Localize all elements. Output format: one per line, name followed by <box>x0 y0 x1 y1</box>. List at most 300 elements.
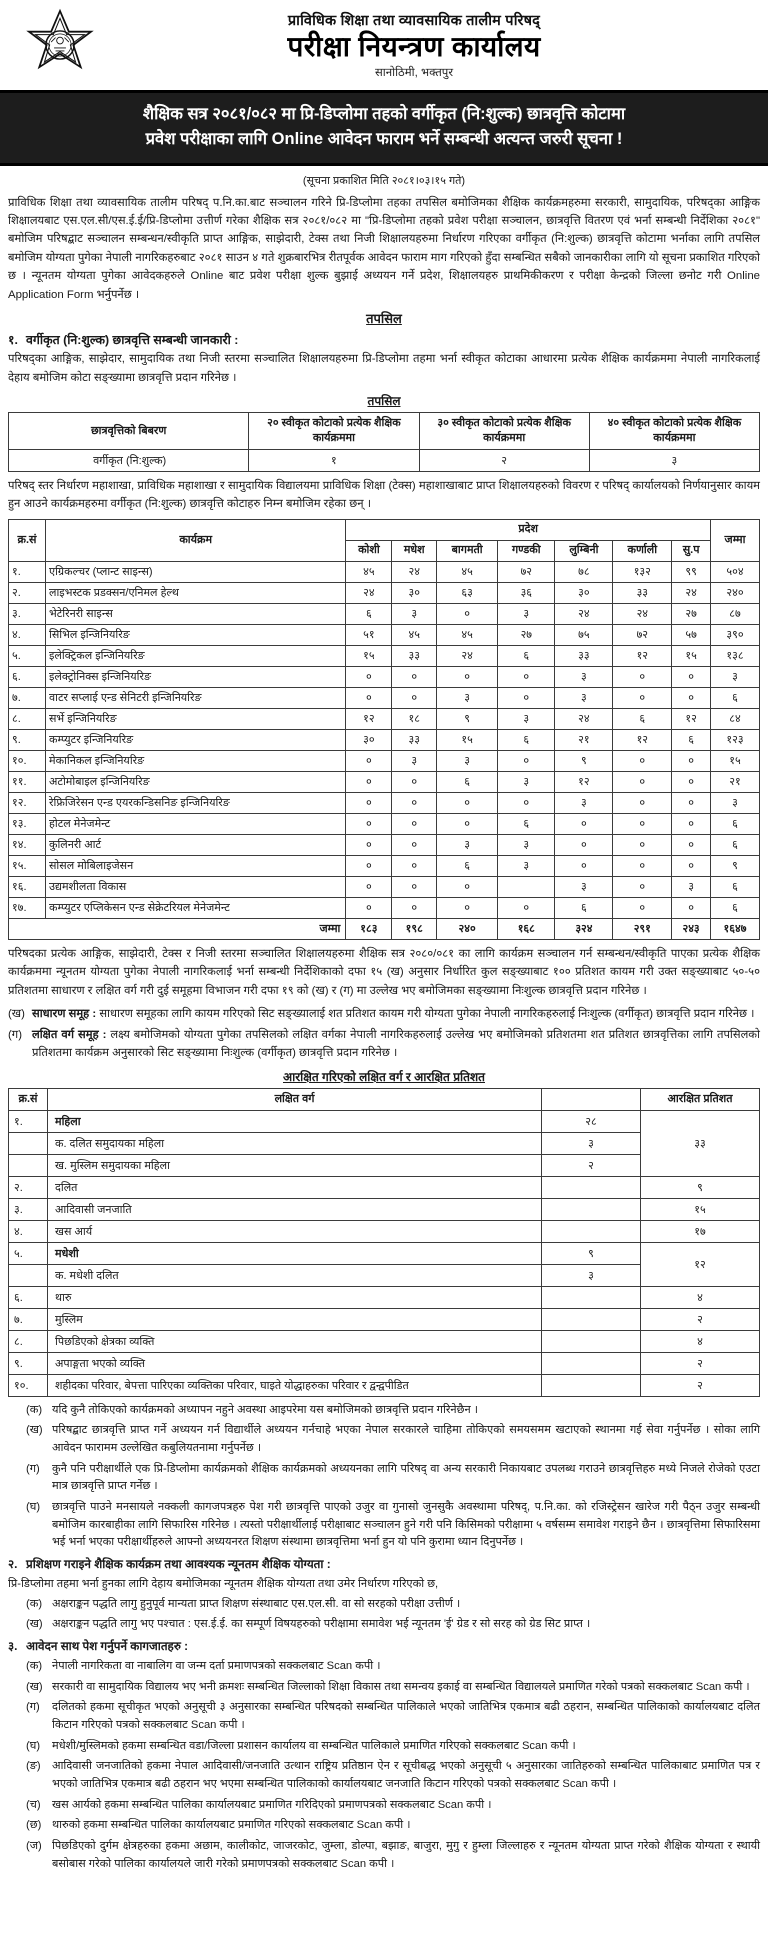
row-province-value-4: ७८ <box>555 561 613 582</box>
row-province-value-4: ३ <box>555 687 613 708</box>
row-province-value-2: ० <box>437 666 498 687</box>
row-province-value-4: ३० <box>555 582 613 603</box>
section2-intro: प्रि-डिप्लोमा तहमा भर्ना हुनका लागि देहाय बमोजिमका न्यूनतम शैक्षिक योग्यता तथा उमेर निर्धारण गरिएको छ, <box>8 1577 439 1590</box>
row-sn: १०. <box>9 1374 48 1396</box>
row-province-value-4: ७५ <box>555 624 613 645</box>
clause-title: लक्षित वर्ग समूह : <box>32 1029 111 1042</box>
row-total: ६ <box>711 687 760 708</box>
row-total: ३ <box>711 792 760 813</box>
row-province-value-5: ० <box>613 687 672 708</box>
banner-line-1: शैक्षिक सत्र २०८१/०८२ मा प्रि-डिप्लोमा तहको वर्गीकृत (नि:शुल्क) छात्रवृत्ति कोटामा <box>142 105 626 123</box>
section3-item-marker: (ज) <box>26 1840 42 1853</box>
row-province-value-2: ० <box>437 813 498 834</box>
row-province-value-1: ० <box>392 666 437 687</box>
section1-title-text: वर्गीकृत (नि:शुल्क) छात्रवृत्ति सम्बन्धी जानकारी : <box>26 333 239 348</box>
row-province-value-3: ६ <box>498 729 555 750</box>
row-province-value-6: २४ <box>672 582 711 603</box>
quota-table-body <box>9 449 760 471</box>
row-sn: ४. <box>9 624 46 645</box>
row-province-value-6: ० <box>672 834 711 855</box>
section3-item-5 <box>0 1797 768 1815</box>
row-province-value-0: ० <box>346 876 392 897</box>
row-count <box>542 1352 641 1374</box>
section3-item-text: नेपाली नागरिकता वा नाबालिग वा जन्म दर्ता प्रमाणपत्रको सक्कलबाट Scan कपी । <box>52 1659 381 1672</box>
row-sn: १. <box>9 1110 48 1132</box>
section3-item-marker: (ङ) <box>26 1760 41 1773</box>
row-province-value-2: ० <box>437 897 498 918</box>
table-row <box>9 834 760 855</box>
header-province-4: लुम्बिनी <box>555 540 613 561</box>
notice-banner <box>0 90 768 166</box>
row-province-value-5: ७२ <box>613 624 672 645</box>
section3-item-text: आदिवासी जनजातिको हकमा नेपाल आदिवासी/जनजाति उत्थान राष्ट्रिय प्रतिष्ठान ऐन र सूचीबद्ध भएको अनुसूची ५ अनुसारका जातिहरुको सम्बन्धित पालिकाबाट प्रमाणित पत्र र भएको जातिभित्र एकमात्र बढी ठहरान भए भएमा सम्बन्धित पालिकाको कार्यालयबाट जनजाति किटान गरिएको पत्रको सक्कलबाट Scan कपी । <box>52 1760 760 1790</box>
row-province-value-5: ० <box>613 834 672 855</box>
section3-item-3 <box>0 1738 768 1756</box>
section3-item-marker: (घ) <box>26 1739 41 1752</box>
row-province-value-3: ३ <box>498 771 555 792</box>
row-province-value-2: ३ <box>437 687 498 708</box>
row-province-value-6: ३ <box>672 876 711 897</box>
row-province-value-6: १५ <box>672 645 711 666</box>
row-sn: ८. <box>9 708 46 729</box>
total-province-3: १६८ <box>498 918 555 939</box>
header-count <box>542 1088 641 1110</box>
grand-total: १६४७ <box>711 918 760 939</box>
header-province-6: सु.प <box>672 540 711 561</box>
section3-item-text: सरकारी वा सामुदायिक विद्यालय भए भनी क्रमशः सम्बन्धित जिल्लाको शिक्षा विकास तथा समन्वय इकाई वा सम्बन्धित विद्यालयले प्रमाणित गरेको पत्रको सक्कलबाट Scan कपी । <box>52 1680 750 1693</box>
total-province-5: २९१ <box>613 918 672 939</box>
row-province-value-3: ० <box>498 792 555 813</box>
row-sn <box>9 1264 48 1286</box>
row-sn: १. <box>9 561 46 582</box>
footnote-item-2 <box>0 1461 768 1496</box>
quota-cell: १ <box>249 449 419 471</box>
row-province-value-2: ६ <box>437 771 498 792</box>
row-sn: १२. <box>9 792 46 813</box>
row-percent: ४ <box>641 1286 760 1308</box>
letterhead-text <box>120 10 768 80</box>
row-province-value-1: ० <box>392 897 437 918</box>
section2-item-text: अक्षराङ्कन पद्धति लागु भए पश्चात : एस.ई.ई. का सम्पूर्ण विषयहरुको परीक्षामा समावेश भई न्यूनतम 'ई' ग्रेड र सो सरह को ग्रेड सिट प्राप्त । <box>52 1618 591 1631</box>
section3-item-marker: (क) <box>26 1659 43 1672</box>
section2-item-1 <box>0 1616 768 1634</box>
letterhead <box>0 0 768 84</box>
row-sn: २. <box>9 582 46 603</box>
ctevt-star-emblem-icon <box>23 8 97 82</box>
row-program-name: अटोमोबाइल इन्जिनियरिङ <box>46 771 346 792</box>
intro-paragraph: प्राविधिक शिक्षा तथा व्यावसायिक तालीम परिषद् प.नि.का.बाट सञ्चालन गरिने प्रि-डिप्लोमा तहका तपसिल बमोजिमका शैक्षिक कार्यक्रमहरुमा सरकारी, सामुदायिक, परिषद्का आङ्गिक शिक्षालयबाट एस.एल.सी/एस.ई.ई/प्रि-डिप्लोमा उत्तीर्ण गरेका शैक्षिक सत्र २०८१/०८२ मा "प्रि-डिप्लोमा तहको प्रवेश परीक्षा सञ्चालन, छात्रवृत्ति वितरण एवं भर्ना सम्बन्धी निर्देशिका २०८१" बमोजिम परिषद्बाट सञ्चालन सम्बन्धन/स्वीकृति प्राप्त आङ्गिक, साझेदारी, टेक्स तथा निजी शिक्षालयहरुमा निर्धारण गरिएका वर्गीकृत (नि:शुल्क) छात्रवृत्ति कोटामा भर्नाका लागि तपसिल बमोजिम योग्यता पुगेका नेपाली नागरिकहरुबाट २०८१ साउन ४ गते शुक्रबारभित्र रीतपूर्वक आवेदन फाराम माग गरिएको हुँदा सम्बन्धित सबैको जानकारीका लागि यो सूचना प्रकाशित गरिएको छ । न्यूनतम योग्यता पुगेका आवेदकहरुले Online बाट प्रवेश परीक्षा शुल्क बुझाई अध्ययन गर्ने प्रदेश, शिक्षालयहरु प्राथमिकीकरण र परीक्षा केन्द्रको जिल्ला छनोट गरी Online Application Form भर्नुपर्नेछ । <box>8 196 760 301</box>
row-province-value-1: ० <box>392 792 437 813</box>
row-total: ८७ <box>711 603 760 624</box>
row-count: २ <box>542 1154 641 1176</box>
total-province-0: १८३ <box>346 918 392 939</box>
row-province-value-1: ३३ <box>392 645 437 666</box>
row-total: ६ <box>711 876 760 897</box>
row-province-value-5: ० <box>613 813 672 834</box>
section2-item-text: अक्षराङ्कन पद्धति लागु हुनुपूर्व मान्यता प्राप्त शिक्षण संस्थाबाट एस.एल.सी. वा सो सरहको परीक्षा उत्तीर्ण । <box>52 1597 461 1610</box>
section3-item-text: थारुको हकमा सम्बन्धित पालिका कार्यालयबाट प्रमाणित गरिएको सक्कलबाट Scan कपी । <box>52 1819 411 1832</box>
section1-title <box>0 331 768 348</box>
row-province-value-6: ० <box>672 855 711 876</box>
row-province-value-0: १५ <box>346 645 392 666</box>
row-province-value-5: ३३ <box>613 582 672 603</box>
row-program-name: कुलिनरी आर्ट <box>46 834 346 855</box>
section2-item-marker: (क) <box>26 1597 43 1610</box>
table-row <box>9 1308 760 1330</box>
section3-item-7 <box>0 1838 768 1873</box>
row-class-label: आदिवासी जनजाति <box>48 1198 542 1220</box>
row-province-value-5: १२ <box>613 729 672 750</box>
row-class-label: क. मधेशी दलित <box>48 1264 542 1286</box>
table-row <box>9 855 760 876</box>
row-province-value-2: ४५ <box>437 561 498 582</box>
row-sn <box>9 1154 48 1176</box>
row-province-value-1: ४५ <box>392 624 437 645</box>
row-class-label: थारु <box>48 1286 542 1308</box>
row-province-value-0: ३० <box>346 729 392 750</box>
row-province-value-2: ९ <box>437 708 498 729</box>
row-province-value-5: १२ <box>613 645 672 666</box>
mid-clauses <box>0 1005 768 1063</box>
row-province-value-5: ६ <box>613 708 672 729</box>
row-sn: ९. <box>9 729 46 750</box>
row-province-value-3: ७२ <box>498 561 555 582</box>
row-program-name: कम्प्युटर इन्जिनियरिङ <box>46 729 346 750</box>
table-row <box>9 750 760 771</box>
row-province-value-3: २७ <box>498 624 555 645</box>
row-province-value-2: ० <box>437 603 498 624</box>
quota-cell: २ <box>419 449 589 471</box>
reservation-header-row <box>9 1088 760 1110</box>
row-count: २८ <box>542 1110 641 1132</box>
quota-row-label: वर्गीकृत (नि:शुल्क) <box>9 449 249 471</box>
row-sn: ३. <box>9 1198 48 1220</box>
row-province-value-0: ० <box>346 687 392 708</box>
section1-number: १. <box>8 333 18 348</box>
row-sn: १०. <box>9 750 46 771</box>
table-row <box>9 729 760 750</box>
row-class-label: महिला <box>48 1110 542 1132</box>
row-sn: ५. <box>9 1242 48 1264</box>
row-program-name: इलेक्ट्रिकल इन्जिनियरिङ <box>46 645 346 666</box>
header-sn: क्र.सं <box>9 1088 48 1110</box>
header-total: जम्मा <box>711 519 760 561</box>
row-province-value-1: ० <box>392 834 437 855</box>
row-count <box>542 1374 641 1396</box>
section3-items <box>0 1658 768 1874</box>
footnote-item-text: यदि कुनै तोकिएको कार्यक्रमको अध्यापन नहुने अवस्था आइपरेमा यस बमोजिमको छात्रवृत्ति प्रदान गरिनेछैन । <box>52 1403 479 1416</box>
footnote-item-text: परिषद्बाट छात्रवृत्ति प्राप्त गर्ने अध्ययन गर्न विद्यार्थीले अध्ययन गर्नचाहे भएका नेपाल सरकारले चाहिमा तोकिएको समयसमम खटाएको स्थानमा गई सेवा गर्नुपर्नेछ । सोका लागि आवेदन फारामम उल्लेखित कबुलियतनामा गर्नुपर्नेछ । <box>52 1424 760 1454</box>
row-class-label: मुस्लिम <box>48 1308 542 1330</box>
row-province-value-4: ३३ <box>555 645 613 666</box>
row-province-value-6: ० <box>672 771 711 792</box>
header-program: कार्यक्रम <box>46 519 346 561</box>
row-province-value-0: ० <box>346 792 392 813</box>
section3-item-1 <box>0 1679 768 1697</box>
row-province-value-2: ० <box>437 876 498 897</box>
table-row <box>9 897 760 918</box>
row-sn: ११. <box>9 771 46 792</box>
row-class-label: शहीदका परिवार, बेपत्ता पारिएका व्यक्तिका परिवार, घाइते योद्धाहरुका परिवार र द्वन्द्वपीडित <box>48 1374 542 1396</box>
publish-date: (सूचना प्रकाशित मिति २०८१।०३।१५ गते) <box>302 174 466 187</box>
row-province-value-1: ३३ <box>392 729 437 750</box>
header-province-1: मधेश <box>392 540 437 561</box>
row-province-value-5: ० <box>613 897 672 918</box>
quota-table-caption: तपसिल <box>367 394 401 409</box>
row-province-value-2: ३ <box>437 834 498 855</box>
table-row <box>9 1176 760 1198</box>
table-row <box>9 708 760 729</box>
row-total: २४० <box>711 582 760 603</box>
row-percent: १७ <box>641 1220 760 1242</box>
section3-item-text: खस आर्यको हकमा सम्बन्धित पालिका कार्यालयबाट प्रमाणित गरिदिएको प्रमाणपत्रको सक्कलबाट Scan कपी । <box>52 1798 492 1811</box>
row-province-value-6: ० <box>672 897 711 918</box>
table-row <box>9 449 760 471</box>
program-total-row <box>9 918 760 939</box>
row-province-value-2: ६३ <box>437 582 498 603</box>
row-province-value-1: २४ <box>392 561 437 582</box>
row-program-name: सर्भे इन्जिनियरिङ <box>46 708 346 729</box>
clause-body: साधारण समूह : साधारण समूहका लागि कायम गरिएको सिट सङ्ख्यालाई शत प्रतिशत कायम गरी योग्यता पुगेका नेपाली नागरिकहरुलाई निःशुल्क (वर्गीकृत) छात्रवृत्ति प्रदान गरिनेछ । <box>32 1007 755 1020</box>
header-province-0: कोशी <box>346 540 392 561</box>
row-province-value-0: ४५ <box>346 561 392 582</box>
row-count <box>542 1176 641 1198</box>
row-percent: ३३ <box>641 1110 760 1176</box>
row-total: ५०४ <box>711 561 760 582</box>
row-province-value-3: ० <box>498 687 555 708</box>
row-class-label: खस आर्य <box>48 1220 542 1242</box>
row-class-label: अपाङ्गता भएको व्यक्ति <box>48 1352 542 1374</box>
reservation-table-body <box>9 1110 760 1396</box>
row-sn: ७. <box>9 1308 48 1330</box>
header-province-3: गण्डकी <box>498 540 555 561</box>
row-province-value-6: १२ <box>672 708 711 729</box>
row-province-value-1: ० <box>392 855 437 876</box>
row-sn: २. <box>9 1176 48 1198</box>
row-province-value-2: २४ <box>437 645 498 666</box>
row-province-value-4: ३ <box>555 876 613 897</box>
program-table-header <box>9 519 760 561</box>
row-province-value-6: ० <box>672 813 711 834</box>
row-total: ८४ <box>711 708 760 729</box>
row-province-value-1: ३ <box>392 750 437 771</box>
row-province-value-6: २७ <box>672 603 711 624</box>
row-province-value-5: ० <box>613 876 672 897</box>
total-label: जम्मा <box>9 918 346 939</box>
row-province-value-5: ० <box>613 666 672 687</box>
note-after-quota: परिषद् स्तर निर्धारण महाशाखा, प्राविधिक महाशाखा र सामुदायिक विद्यालयमा प्राविधिक शिक्षा (टेक्स) महाशाखाबाट प्राप्त शिक्षालयहरुको विवरण र परिषद् कार्यालयको निर्णयानुसार कायम हुन आउने कार्यक्रमहरुमा वर्गीकृत (नि:शुल्क) छात्रवृत्ति कोटाहरु निम्न बमोजिम रहेका छन् । <box>8 479 760 511</box>
row-count: ३ <box>542 1132 641 1154</box>
section2-item-marker: (ख) <box>26 1618 43 1631</box>
row-total: ६ <box>711 897 760 918</box>
table-row <box>9 1242 760 1264</box>
row-program-name: एग्रिकल्चर (प्लान्ट साइन्स) <box>46 561 346 582</box>
table-row <box>9 645 760 666</box>
footnote-item-text: छात्रवृत्ति पाउने मनसायले नक्कली कागजपत्रहरु पेश गरी छात्रवृत्ति पाएको उजुर वा गुनासो जुनसुकै अवस्थामा परिषद्, प.नि.का. को रजिस्ट्रेसन खारेज गरी पैठ्न उजुर सम्बन्धी बमोजिम कारबाहीका लागि सिफारिस गरिनेछ । त्यस्तो परीक्षार्थीलाई परीक्षाबाट सञ्चालन हुने गरी पनि किसिमको परीक्षामा ५ वर्षसम्म समावेश गराइने छैन । छात्रवृत्तिमा सिफारिसमा भई भर्ना भएका परीक्षार्थीहरुले आफ्नो अध्ययनरत शिक्षण संस्थामा छात्रवृत्तिमा भर्ना हुन यो पनि कुरामा ध्यान दिनुपर्नेछ । <box>52 1501 760 1549</box>
section3-item-text: मधेशी/मुस्लिमको हकमा सम्बन्धित वडा/जिल्ला प्रशासन कार्यालय वा सम्बन्धित पालिकाले प्रमाणित गरिएको सक्कलबाट Scan कपी । <box>52 1739 576 1752</box>
row-sn: १५. <box>9 855 46 876</box>
row-province-value-6: ९९ <box>672 561 711 582</box>
row-sn <box>9 1132 48 1154</box>
program-table-body <box>9 561 760 939</box>
reservation-table-header <box>9 1088 760 1110</box>
table-row <box>9 1352 760 1374</box>
row-province-value-1: ३ <box>392 603 437 624</box>
row-province-value-4: ० <box>555 834 613 855</box>
paragraph-after-program-table: परिषदका प्रत्येक आङ्गिक, साझेदारी, टेक्स र निजी स्तरमा सञ्चालित शिक्षालयहरुमा शैक्षिक सत्र २०८०/०८१ का लागि कार्यक्रम सञ्चालन गर्न सम्बन्धन/स्वीकृति पाएका प्रत्येक शैक्षिक कार्यक्रममा न्यूनतम योग्यता पुगेका नेपाली नागरिकलाई भर्ना सम्बन्धी निर्देशिकाको दफा १५ (ख) अनुसार निर्धारित कुल सङ्ख्याबाट १०० प्रतिशत कायम गरी उक्त सङ्ख्याबाट ५०-५० प्रतिशतमा साधारण र लक्षित वर्ग गरी दुई समूहमा विभाजन गरी दफा १९ को (ख) र (ग) मा उल्लेख भए बमोजिमका सङ्ख्यामा निःशुल्क छात्रवृत्ति प्रदान गरिनेछ । <box>8 947 760 997</box>
row-percent: ९ <box>641 1176 760 1198</box>
total-province-1: १९८ <box>392 918 437 939</box>
row-province-value-4: ६ <box>555 897 613 918</box>
section2-title-text: प्रशिक्षण गराइने शैक्षिक कार्यक्रम तथा आवश्यक न्यूनतम शैक्षिक योग्यता : <box>26 1557 331 1572</box>
quota-col-header-0: छात्रवृत्तिको बिबरण <box>9 413 249 450</box>
table-row <box>9 687 760 708</box>
row-province-value-4: ३ <box>555 666 613 687</box>
footnote-item-marker: (घ) <box>26 1501 41 1513</box>
section3-title <box>0 1637 768 1656</box>
row-sn: ८. <box>9 1330 48 1352</box>
row-province-value-6: ० <box>672 666 711 687</box>
row-count <box>542 1198 641 1220</box>
section1-paragraph: परिषद्का आङ्गिक, साझेदार, सामुदायिक तथा निजी स्तरमा सञ्चालित शिक्षालयहरुमा प्रि-डिप्लोमा तहमा भर्ना स्वीकृत कोटाका आधारमा प्रत्येक शैक्षिक कार्यक्रममा नेपाली नागरिकलाई देहाय बमोजिम कोटा सङ्ख्यामा छात्रवृत्ति प्रदान गरिनेछ । <box>8 353 760 384</box>
table-row <box>9 771 760 792</box>
row-province-value-3: ३ <box>498 855 555 876</box>
row-province-value-4: ० <box>555 855 613 876</box>
row-province-value-4: ३ <box>555 792 613 813</box>
row-province-value-3: ० <box>498 666 555 687</box>
reservation-caption: आरक्षित गरिएको लक्षित वर्ग र आरक्षित प्रतिशत <box>283 1069 485 1084</box>
row-total: १५ <box>711 750 760 771</box>
row-province-value-3: ३ <box>498 708 555 729</box>
row-province-value-0: ० <box>346 750 392 771</box>
section3-item-0 <box>0 1658 768 1676</box>
row-total: २१ <box>711 771 760 792</box>
row-percent: १२ <box>641 1242 760 1286</box>
footnote-item-3 <box>0 1499 768 1552</box>
clause-body: लक्षित वर्ग समूह : लक्ष्य बमोजिमको योग्यता पुगेका तपसिलको लक्षित वर्गका नेपाली नागरिकहरुलाई उल्लेख भए बमोजिमको प्रतिशतमा शत प्रतिशत छात्रवृत्तिका लागि तपसिलको प्रतिशतमा कार्यक्रम अनुसारको सिट सङ्ख्यामा निःशुल्क (वर्गीकृत) छात्रवृत्ति प्रदान गरिनेछ । <box>32 1029 760 1060</box>
row-province-value-3: ० <box>498 897 555 918</box>
row-province-value-0: ० <box>346 897 392 918</box>
table-row <box>9 1220 760 1242</box>
row-province-value-0: ० <box>346 834 392 855</box>
row-sn: ६. <box>9 666 46 687</box>
row-program-name: मेकानिकल इन्जिनियरिङ <box>46 750 346 771</box>
section3-item-6 <box>0 1817 768 1835</box>
row-province-value-2: १५ <box>437 729 498 750</box>
tapasil-heading: तपसिल <box>366 311 402 327</box>
row-province-value-5: ० <box>613 771 672 792</box>
quota-col-header-2: ३० स्वीकृत कोटाको प्रत्येक शैक्षिक कार्यक्रममा <box>419 413 589 450</box>
row-province-value-4: ९ <box>555 750 613 771</box>
row-program-name: भेटेरिनरी साइन्स <box>46 603 346 624</box>
quota-table <box>8 412 760 472</box>
clause-1 <box>0 1026 768 1063</box>
row-sn: ९. <box>9 1352 48 1374</box>
section3-number: ३. <box>8 1639 18 1653</box>
footnote-item-marker: (ख) <box>26 1424 43 1437</box>
table-row <box>9 1198 760 1220</box>
row-province-value-0: ० <box>346 771 392 792</box>
quota-table-header-row <box>9 413 760 450</box>
table-row <box>9 1374 760 1396</box>
section3-item-marker: (च) <box>26 1798 41 1811</box>
row-province-value-4: २४ <box>555 603 613 624</box>
section3-item-text: दलितको हकमा सूचीकृत भएको अनुसूची ३ अनुसारका सम्बन्धित परिषदको सम्बन्धित पालिकाले भएको जातिभित्र एकमात्र बढी ठहरान, सम्बन्धित पालिकाको कार्यालयबाट दलित किटान गरिएको पत्रको सक्कलबाट Scan कपी । <box>52 1701 760 1731</box>
row-count <box>542 1308 641 1330</box>
reservation-table <box>8 1088 760 1397</box>
row-province-value-0: २४ <box>346 582 392 603</box>
row-class-label: मधेशी <box>48 1242 542 1264</box>
clause-0 <box>0 1005 768 1023</box>
row-province-value-1: १८ <box>392 708 437 729</box>
section3-item-marker: (छ) <box>26 1819 42 1832</box>
row-program-name: इलेक्ट्रोनिक्स इन्जिनियरिङ <box>46 666 346 687</box>
row-province-value-3: ६ <box>498 645 555 666</box>
program-header-row-1 <box>9 519 760 540</box>
row-sn: १३. <box>9 813 46 834</box>
row-province-value-5: ० <box>613 792 672 813</box>
clause-marker: (ग) <box>8 1029 22 1042</box>
footnote-item-marker: (क) <box>26 1403 43 1416</box>
row-sn: ५. <box>9 645 46 666</box>
row-program-name: उद्यमशीलता विकास <box>46 876 346 897</box>
row-province-value-1: ० <box>392 813 437 834</box>
quota-cell: ३ <box>589 449 759 471</box>
table-row <box>9 666 760 687</box>
row-province-value-6: ५७ <box>672 624 711 645</box>
row-province-value-6: ० <box>672 750 711 771</box>
section2-item-0 <box>0 1596 768 1614</box>
section2-items <box>0 1596 768 1634</box>
footnote-item-text: कुनै पनि परीक्षार्थीले एक प्रि-डिप्लोमा कार्यक्रमको शैक्षिक कार्यक्रमको अध्ययनका लागि परिषद् वा अन्य सरकारी निकायबाट उपलब्ध गराउने छात्रवृत्तिहरु मध्ये निजले रोजेको एउटा मात्र छात्रवृत्ति प्राप्त गर्नेछ । <box>52 1462 760 1493</box>
row-total: १२३ <box>711 729 760 750</box>
row-class-label: दलित <box>48 1176 542 1198</box>
row-percent: १५ <box>641 1198 760 1220</box>
row-program-name: कम्प्युटर एप्लिकेसन एन्ड सेक्रेटरियल मेनेजमेन्ट <box>46 897 346 918</box>
clause-title: साधारण समूह : <box>32 1007 100 1020</box>
row-percent: २ <box>641 1374 760 1396</box>
logo-container <box>0 8 120 82</box>
row-province-value-4: २१ <box>555 729 613 750</box>
program-quota-table <box>8 519 760 940</box>
section3-item-2 <box>0 1699 768 1734</box>
row-province-value-1: ० <box>392 687 437 708</box>
row-sn: ६. <box>9 1286 48 1308</box>
header-percent: आरक्षित प्रतिशत <box>641 1088 760 1110</box>
org-subtitle: प्राविधिक शिक्षा तथा व्यावसायिक तालीम परिषद् <box>287 12 541 29</box>
row-province-value-2: ४५ <box>437 624 498 645</box>
table-row <box>9 624 760 645</box>
row-total: १३८ <box>711 645 760 666</box>
total-province-4: ३२४ <box>555 918 613 939</box>
row-province-value-5: १३२ <box>613 561 672 582</box>
row-total: ३ <box>711 666 760 687</box>
row-sn: १७. <box>9 897 46 918</box>
row-province-value-1: ० <box>392 771 437 792</box>
row-province-value-1: ० <box>392 876 437 897</box>
table-row <box>9 561 760 582</box>
total-province-6: २४३ <box>672 918 711 939</box>
section3-item-text: पिछडिएको दुर्गम क्षेत्रहरुका हकमा अछाम, कालीकोट, जाजरकोट, जुम्ला, डोल्पा, बझाङ, बाजुरा, मुगु र हुम्ला जिल्लाहरु र न्यूनतम योग्यता प्राप्त गरेको शैक्षिक योग्यता र स्थायी बसोबास गरेको पालिका कार्यालयले जारी गरेको प्रमाणपत्रको सक्कलबाट Scan कपी । <box>52 1840 760 1870</box>
table-row <box>9 792 760 813</box>
row-province-value-0: १२ <box>346 708 392 729</box>
section3-title-text: आवेदन साथ पेश गर्नुपर्ने कागजातहरु : <box>26 1639 189 1653</box>
quota-col-header-1: २० स्वीकृत कोटाको प्रत्येक शैक्षिक कार्यक्रममा <box>249 413 419 450</box>
row-province-value-6: ० <box>672 687 711 708</box>
row-program-name: लाइभस्टक प्रडक्सन/एनिमल हेल्थ <box>46 582 346 603</box>
row-province-value-5: ० <box>613 855 672 876</box>
row-count <box>542 1330 641 1352</box>
